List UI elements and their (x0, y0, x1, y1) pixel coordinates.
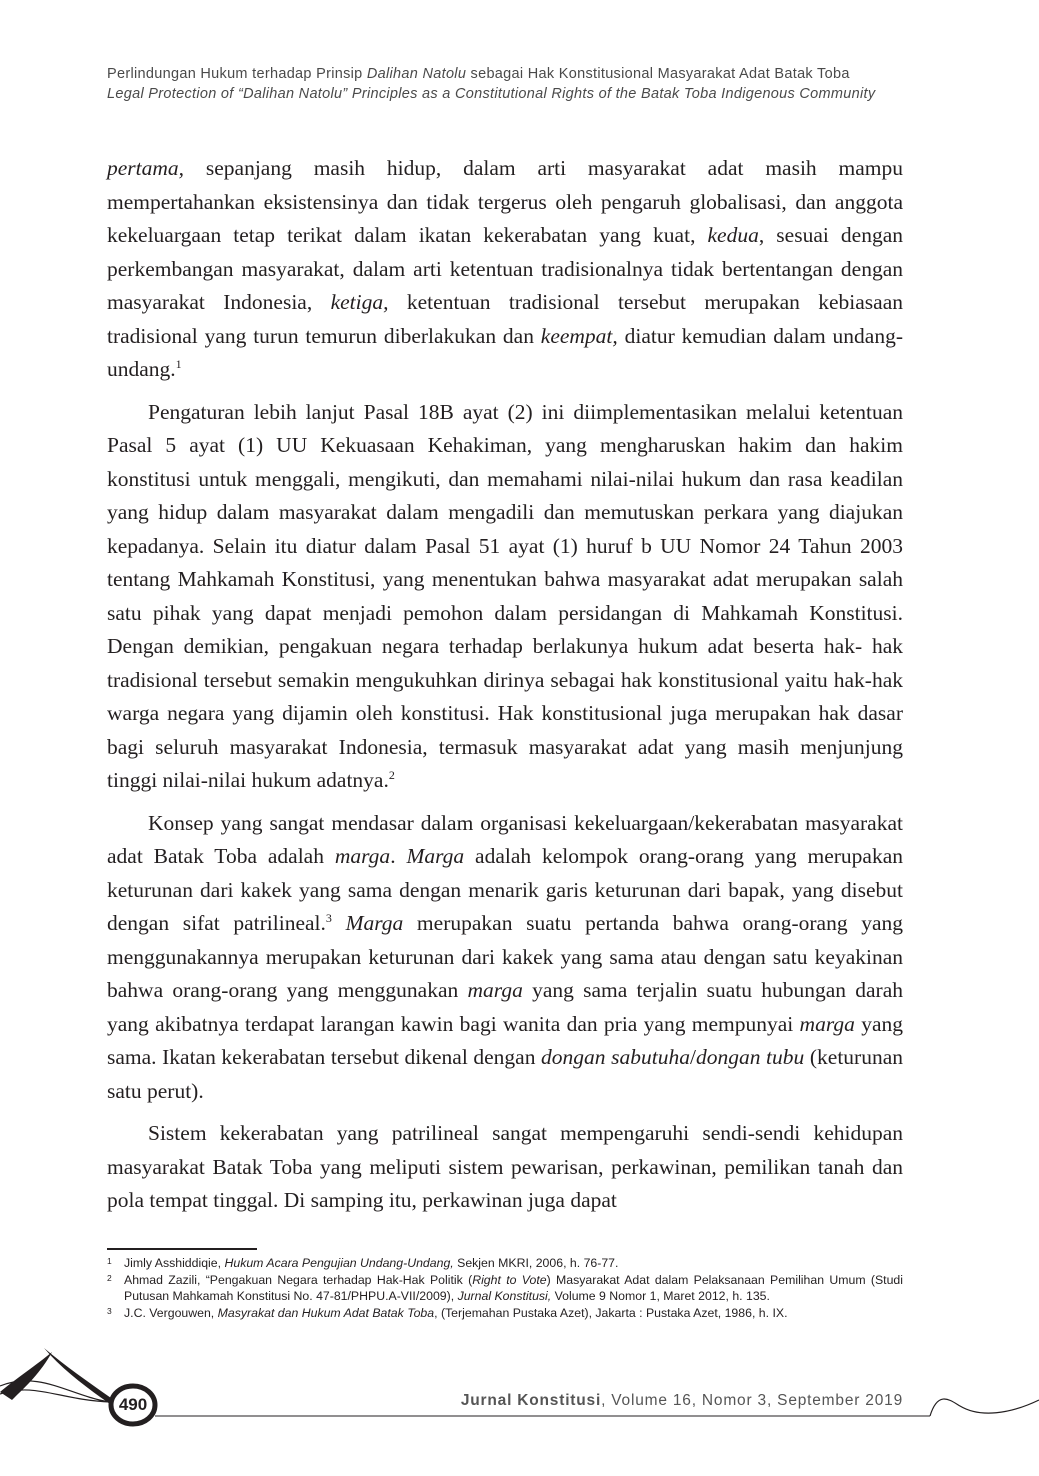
footnote-ref-3[interactable]: 3 (325, 911, 332, 925)
page-number: 490 (118, 1395, 148, 1414)
footnote-number: 3 (107, 1305, 112, 1316)
running-header (107, 64, 903, 104)
footnote-2: 2 Ahmad Zazili, “Pengakuan Negara terhadap Hak-Hak Politik (Right to Vote) Masyarakat Adat dalam Pelaksanaan Pemilihan Umum (Studi Putusan Mahkamah Konstitusi No. 47-81/PHPU.A-VII/2009), Jurnal Konstitusi, Volume 9 Nomor 1, Maret 2012, h. 135. (107, 1272, 903, 1305)
footnote-number: 2 (107, 1272, 112, 1283)
footer-curve-right (930, 1399, 1039, 1416)
header-title-en: Legal Protection of “Dalihan Natolu” Principles as a Constitutional Rights of the Batak Toba Indigenous Community (107, 86, 876, 102)
journal-name: Jurnal Konstitusi (460, 1392, 602, 1409)
paragraph-4: Sistem kekerabatan yang patrilineal sangat mempengaruhi sendi-sendi kehidupan masyarakat Batak Toba yang meliputi sistem pewarisan, perkawinan, pemilikan tanah dan pola tempat tinggal. Di samping itu, perkawinan juga dapat (107, 1121, 903, 1212)
body-text (107, 152, 903, 1227)
footnote-number: 1 (107, 1256, 112, 1266)
journal-issue: , Volume 16, Nomor 3, September 2019 (601, 1392, 903, 1409)
paragraph-3: Konsep yang sangat mendasar dalam organisasi kekeluargaan/kekerabatan masyarakat adat Batak Toba adalah marga. Marga adalah kelompok orang-orang yang merupakan keturunan dari kakek yang sama dengan menarik garis keturunan dari bapak, yang disebut dengan sifat patrilineal.$^3$ Marga merupakan suatu pertanda bahwa orang-orang yang menggunakannya merupakan keturunan dari kakek yang sama atau dengan satu keyakinan bahwa orang-orang yang menggunakan marga yang sama terjalin suatu hubungan darah yang akibatnya terdapat larangan kawin bagi wanita dan pria yang mempunyai marga yang sama. Ikatan kekerabatan tersebut dikenal dengan dongan sabutuha/dongan tubu (keturunan satu perut). (107, 810, 904, 1103)
footnote-divider (107, 1248, 257, 1250)
journal-info (461, 1390, 903, 1412)
footnote-ref-2[interactable]: 2 (388, 768, 395, 782)
paragraph-1: pertama, sepanjang masih hidup, dalam arti masyarakat adat masih mampu mempertahankan eksistensinya dan tidak tergerus oleh pengaruh globalisasi, dan anggota kekeluargaan tetap terikat dalam ikatan kekerabatan yang kuat, kedua, sesuai dengan perkembangan masyarakat, dalam arti ketentuan tradisionalnya tidak bertentangan dengan masyarakat Indonesia, ketiga, ketentuan tradisional tersebut merupakan kebiasaan tradisional yang turun temurun diberlakukan dan keempat, diatur kemudian dalam undang-undang.$^1$ (107, 156, 903, 381)
header-title-id: Perlindungan Hukum terhadap Prinsip Dalihan Natolu sebagai Hak Konstitusional Masyarakat Adat Batak Toba (107, 66, 850, 82)
footnote-3: 3 J.C. Vergouwen, Masyrakat dan Hukum Adat Batak Toba, (Terjemahan Pustaka Azet), Jakarta : Pustaka Azet, 1986, h. IX. (107, 1305, 903, 1322)
paragraph-2: Pengaturan lebih lanjut Pasal 18B ayat (2) ini diimplementasikan melalui ketentuan Pasal 5 ayat (1) UU Kekuasaan Kehakiman, yang mengharuskan hakim dan hakim konstitusi untuk menggali, mengikuti, dan memahami nilai-nilai hukum dan rasa keadilan yang hidup dalam masyarakat dalam mengadili dan memutuskan perkara yang diajukan kepadanya. Selain itu diatur dalam Pasal 51 ayat (1) huruf b UU Nomor 24 Tahun 2003 tentang Mahkamah Konstitusi, yang menentukan bahwa masyarakat adat merupakan salah satu pihak yang dapat menjadi pemohon dalam persidangan di Mahkamah Konstitusi. Dengan demikian, pengakuan negara terhadap berlakunya hukum adat beserta hak- hak tradisional tersebut semakin mengukuhkan dirinya sebagai hak konstitusional yaitu hak-hak warga negara yang dijamin oleh konstitusi. Hak konstitusional juga merupakan hak dasar bagi seluruh masyarakat Indonesia, termasuk masyarakat adat yang masih menjunjung tinggi nilai-nilai hukum adatnya.$^2$ (107, 399, 903, 792)
footer-swoosh-left (0, 1352, 52, 1400)
footnotes (107, 1255, 903, 1321)
footnote-ref-1[interactable]: 1 (175, 357, 182, 371)
footnote-1: 1 Jimly Asshiddiqie, Hukum Acara Pengujian Undang-Undang, Sekjen MKRI, 2006, h. 76-77. (107, 1255, 903, 1272)
